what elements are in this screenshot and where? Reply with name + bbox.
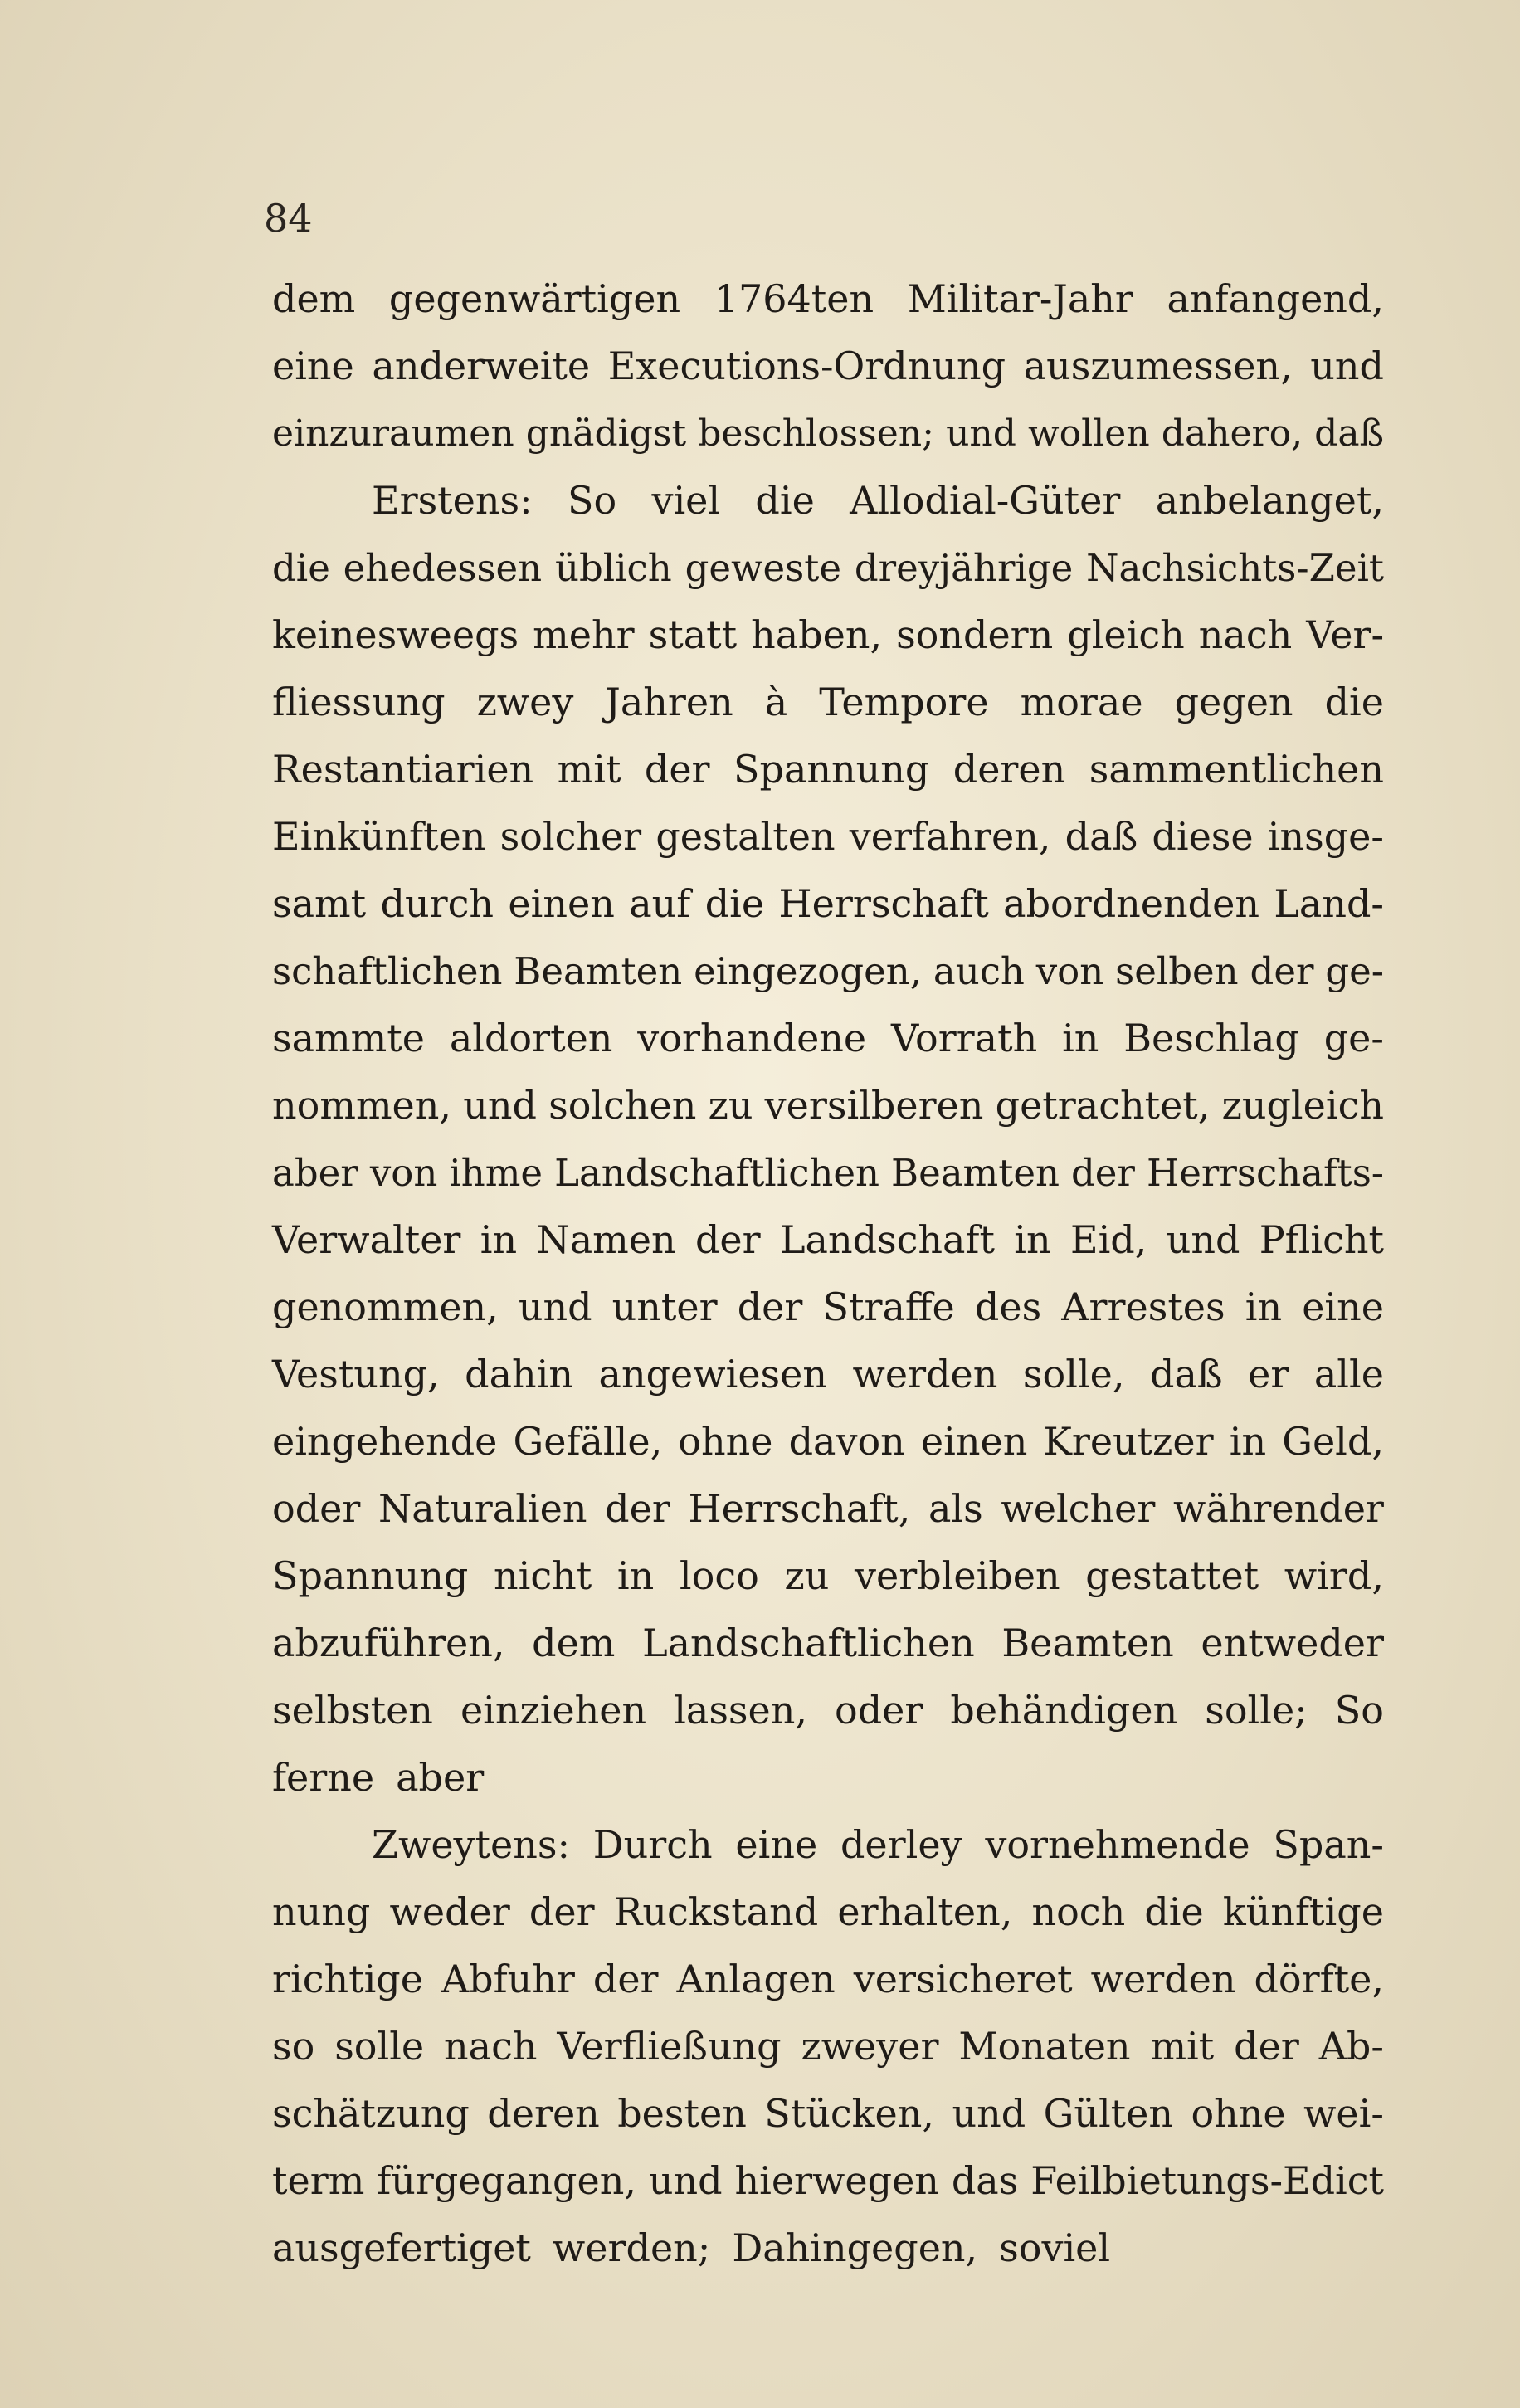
text-line: sammte aldorten vorhandene Vorrath in Beschlag ge-	[272, 1016, 1384, 1060]
page-number: 84	[264, 196, 313, 241]
text-line: Restantiarien mit der Spannung deren sammentlichen	[272, 747, 1384, 792]
text-line: term fürgegangen, und hierwegen das Feilbietungs-Edict	[272, 2158, 1384, 2203]
text-line: Einkünften solcher gestalten verfahren, daß diese insge-	[272, 814, 1384, 859]
text-line: so solle nach Verfließung zweyer Monaten mit der Ab-	[272, 2024, 1384, 2069]
text-line: schätzung deren besten Stücken, und Gülten ohne wei-	[272, 2091, 1384, 2136]
text-line: eingehende Gefälle, ohne davon einen Kreutzer in Geld,	[272, 1419, 1384, 1464]
text-line: samt durch einen auf die Herrschaft abordnenden Land-	[272, 881, 1384, 926]
text-line: oder Naturalien der Herrschaft, als welcher währender	[272, 1486, 1384, 1531]
body-text	[272, 266, 1384, 2282]
text-line: ferne aber	[272, 1755, 485, 1800]
text-line: selbsten einziehen lassen, oder behändigen solle; So	[272, 1688, 1384, 1733]
text-line: aber von ihme Landschaftlichen Beamten der Herrschafts-	[272, 1151, 1384, 1195]
text-line: ausgefertiget werden; Dahingegen, soviel	[272, 2225, 1111, 2270]
text-line: fliessung zwey Jahren à Tempore morae gegen die	[272, 680, 1384, 724]
text-line: genommen, und unter der Straffe des Arrestes in eine	[272, 1284, 1384, 1329]
text-line: eine anderweite Executions-Ordnung auszumessen, und	[272, 344, 1384, 388]
text-line: Spannung nicht in loco zu verbleiben gestattet wird,	[272, 1553, 1384, 1598]
text-line: Vestung, dahin angewiesen werden solle, daß er alle	[272, 1352, 1384, 1397]
text-line: richtige Abfuhr der Anlagen versicheret werden dörfte,	[272, 1957, 1384, 2001]
text-line: die ehedessen üblich geweste dreyjährige Nachsichts-Zeit	[272, 546, 1384, 590]
text-line: Zweytens: Durch eine derley vornehmende Span-	[372, 1822, 1384, 1867]
text-line: abzuführen, dem Landschaftlichen Beamten entweder	[272, 1621, 1384, 1665]
text-line: nung weder der Ruckstand erhalten, noch die künftige	[272, 1889, 1384, 1934]
text-line: schaftlichen Beamten eingezogen, auch von selben der ge-	[272, 949, 1384, 993]
text-line: nommen, und solchen zu versilberen getrachtet, zugleich	[272, 1083, 1384, 1128]
text-line: Verwalter in Namen der Landschaft in Eid, und Pflicht	[272, 1217, 1384, 1262]
text-line: keinesweegs mehr statt haben, sondern gleich nach Ver-	[272, 612, 1384, 657]
text-line: dem gegenwärtigen 1764ten Militar-Jahr anfangend,	[272, 276, 1384, 321]
text-line: einzuraumen gnädigst beschlossen; und wollen dahero, daß	[272, 412, 1384, 455]
text-line: Erstens: So viel die Allodial-Güter anbelanget,	[372, 478, 1384, 523]
